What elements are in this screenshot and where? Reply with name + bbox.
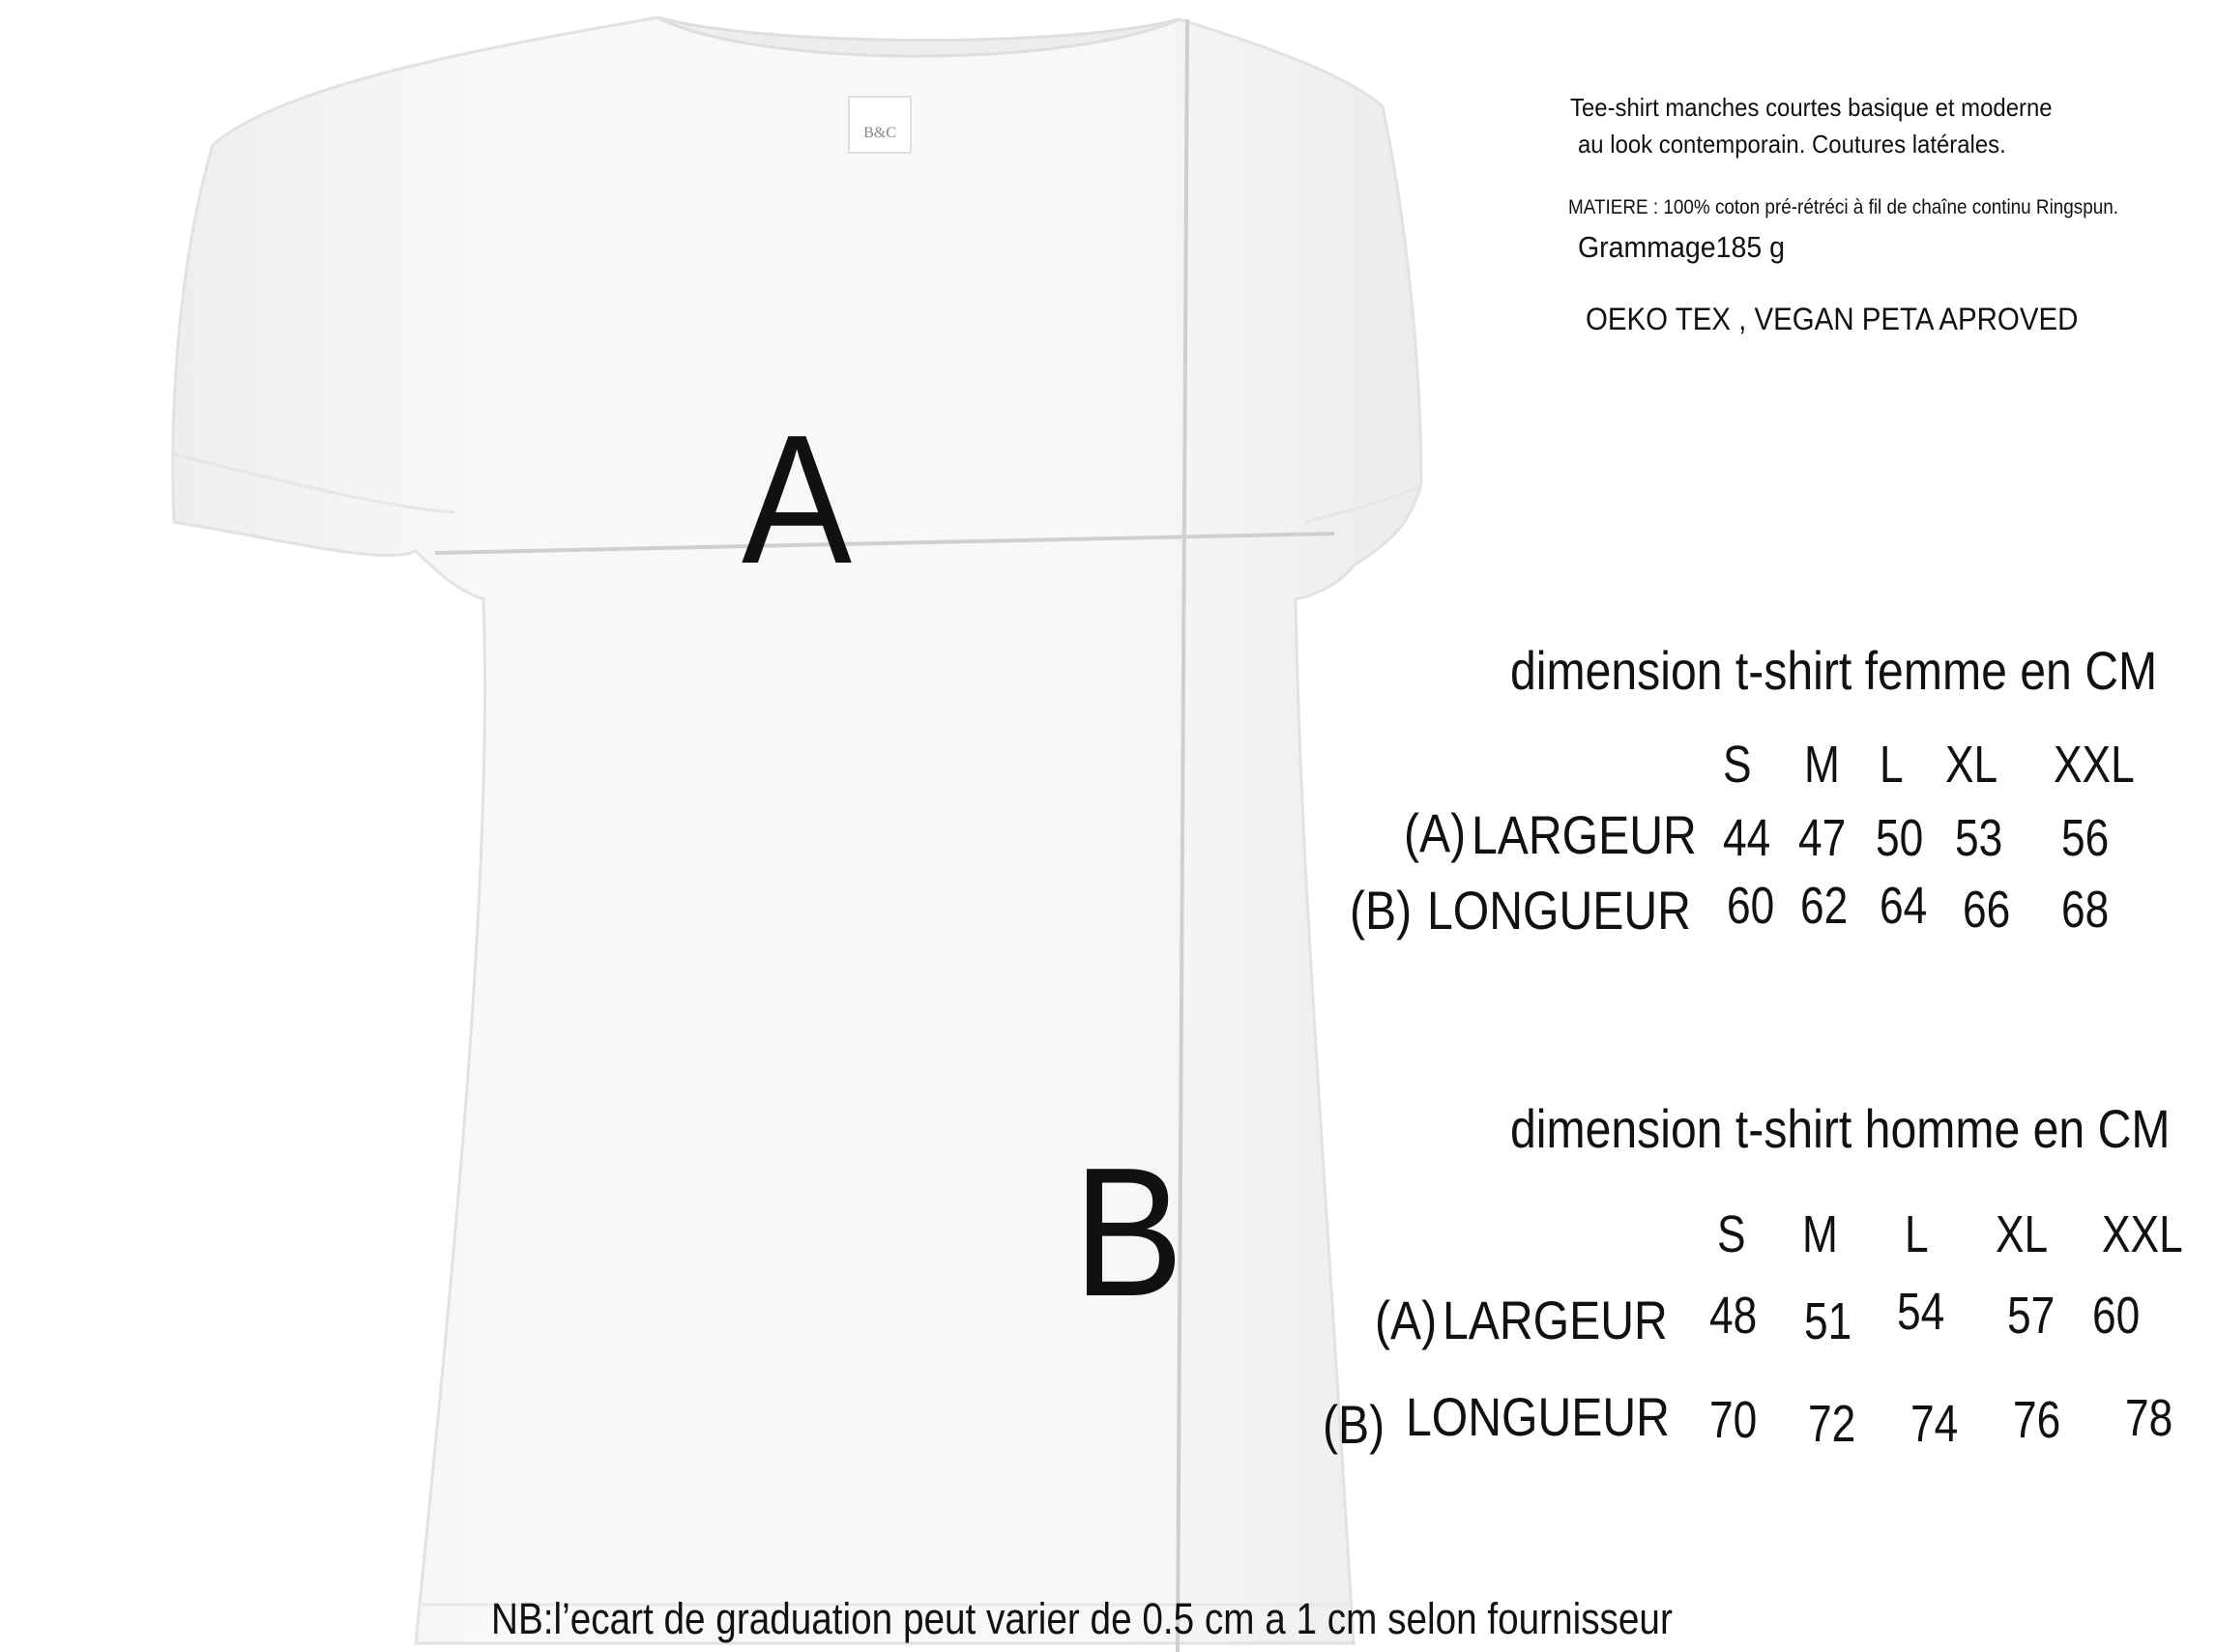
weight-text: Grammage185 g — [1578, 230, 1786, 264]
women-size-header: XXL — [2054, 736, 2135, 794]
women-length-prefix: (B) — [1350, 880, 1413, 941]
men-width-value: 54 — [1897, 1283, 1945, 1341]
men-width-value: 60 — [2092, 1287, 2141, 1345]
men-length-value: 72 — [1808, 1395, 1856, 1453]
certifications-text: OEKO TEX , VEGAN PETA APROVED — [1586, 302, 2079, 336]
women-length-value: 64 — [1880, 877, 1928, 935]
men-width-prefix: (A) — [1375, 1290, 1438, 1350]
marker-a: A — [742, 397, 853, 602]
men-size-header: L — [1905, 1205, 1929, 1263]
men-size-header: XXL — [2102, 1205, 2183, 1263]
neck-label-text: B&C — [863, 125, 896, 141]
men-length-value: 74 — [1910, 1395, 1959, 1453]
marker-b: B — [1073, 1130, 1184, 1335]
women-size-header: M — [1804, 736, 1840, 794]
description-line-2: au look contemporain. Coutures latérales. — [1578, 130, 2006, 159]
material-text: MATIERE : 100% coton pré-rétréci à fil de chaîne continu Ringspun. — [1568, 196, 2119, 218]
men-length-value: 70 — [1709, 1391, 1758, 1449]
description-line-1: Tee-shirt manches courtes basique et moderne — [1570, 93, 2053, 122]
women-length-value: 62 — [1800, 877, 1849, 935]
men-table-title: dimension t-shirt homme en CM — [1510, 1098, 2171, 1159]
women-width-value: 56 — [2061, 809, 2110, 867]
women-width-value: 53 — [1955, 809, 2003, 867]
women-width-prefix: (A) — [1404, 802, 1467, 863]
men-width-value: 57 — [2007, 1287, 2056, 1345]
men-length-label: LONGUEUR — [1406, 1386, 1670, 1447]
women-size-header: XL — [1945, 736, 1998, 794]
women-width-label: LARGEUR — [1472, 804, 1697, 865]
men-length-value: 76 — [2013, 1391, 2061, 1449]
women-size-header: L — [1880, 736, 1904, 794]
women-length-value: 66 — [1963, 881, 2011, 939]
women-table-title: dimension t-shirt femme en CM — [1510, 640, 2158, 701]
men-size-header: XL — [1996, 1205, 2049, 1263]
men-size-header: S — [1717, 1205, 1746, 1263]
women-width-value: 44 — [1723, 809, 1771, 867]
women-size-header: S — [1723, 736, 1752, 794]
men-width-value: 51 — [1804, 1292, 1852, 1350]
men-size-header: M — [1802, 1205, 1838, 1263]
men-length-value: 78 — [2125, 1389, 2173, 1447]
women-length-value: 60 — [1727, 877, 1775, 935]
women-length-label: LONGUEUR — [1427, 880, 1691, 941]
women-length-value: 68 — [2061, 881, 2110, 939]
men-width-value: 48 — [1709, 1287, 1758, 1345]
tshirt-body — [173, 17, 1421, 1643]
footnote: NB:l’ecart de graduation peut varier de 0.5 cm a 1 cm selon fournisseur — [491, 1594, 1673, 1643]
women-width-value: 47 — [1798, 809, 1847, 867]
men-width-label: LARGEUR — [1443, 1290, 1668, 1350]
women-width-value: 50 — [1876, 809, 1924, 867]
men-length-prefix: (B) — [1323, 1394, 1385, 1455]
